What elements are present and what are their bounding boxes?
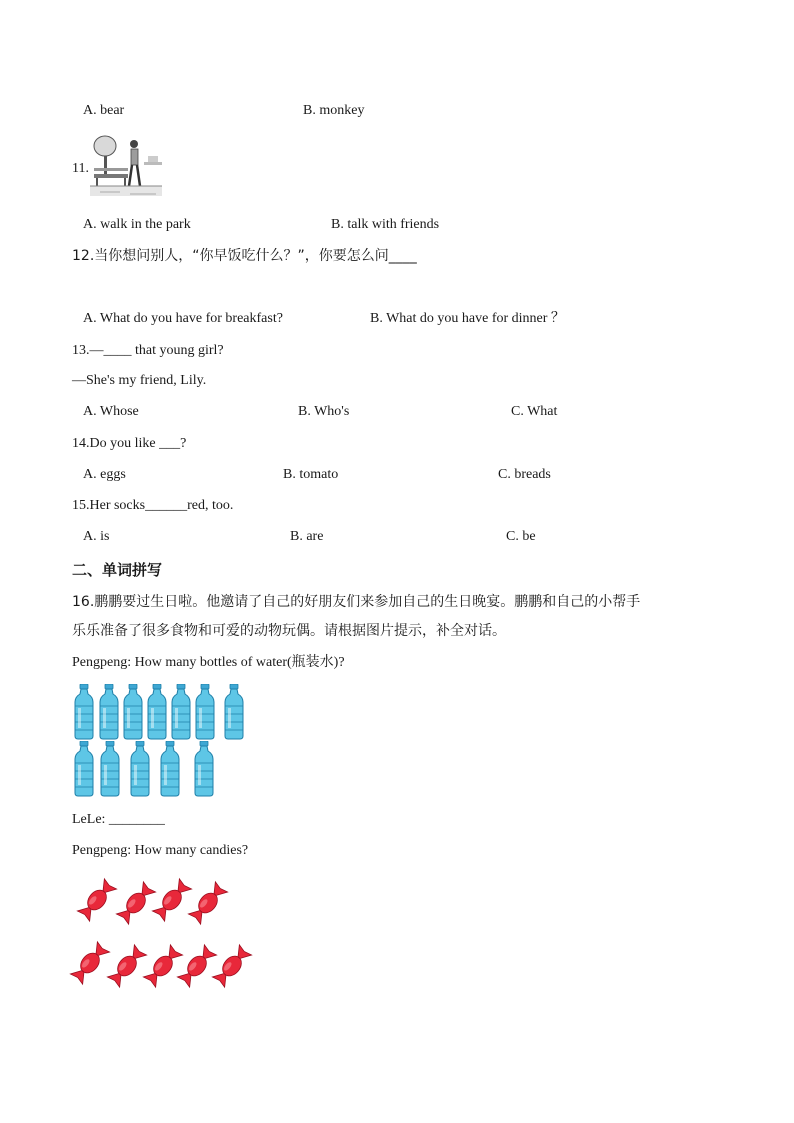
q14-option-b: B. tomato (283, 467, 339, 482)
candy-icon (185, 880, 231, 926)
q16-intro-line2: 乐乐准备了很多食物和可爱的动物玩偶。请根据图片提示，补全对话。 (72, 623, 506, 639)
water-bottle-icon (170, 684, 192, 740)
water-bottle-icon (193, 741, 215, 797)
water-bottle-icon (122, 684, 144, 740)
q14-stem: 14.Do you like ___? (72, 436, 187, 451)
q14-option-c: C. breads (498, 467, 551, 482)
q16-answer1: LeLe: ________ (72, 812, 165, 827)
q12-option-b: B. What do you have for dinner ？ (370, 311, 565, 326)
q14-option-a: A. eggs (83, 467, 126, 482)
walk-in-park-picture (90, 134, 162, 202)
q12-stem: 12.当你想问别人，“你早饭吃什么？”，你要怎么问____ (72, 248, 417, 264)
q15-option-c: C. be (506, 529, 536, 544)
q13-stem: 13.—____ that young girl? (72, 343, 224, 358)
water-bottle-icon (98, 684, 120, 740)
q16-question2: Pengpeng: How many candies? (72, 843, 249, 858)
water-bottle-icon (73, 684, 95, 740)
q13-option-a: A. Whose (83, 404, 139, 419)
water-bottle-icon (99, 741, 121, 797)
q15-stem: 15.Her socks______red, too. (72, 498, 234, 513)
q11-number: 11. (72, 161, 89, 176)
water-bottle-icon (146, 684, 168, 740)
q16-question1: Pengpeng: How many bottles of water(瓶装水)? (72, 655, 345, 670)
water-bottle-icon (223, 684, 245, 740)
section-heading: 二、单词拼写 (72, 561, 163, 579)
water-bottle-icon (129, 741, 151, 797)
q12-option-a: A. What do you have for breakfast? (83, 311, 283, 326)
q16-intro-line1: 16.鹏鹏要过生日啦。他邀请了自己的好朋友们来参加自己的生日晚宴。鹏鹏和自己的小帮手 (72, 594, 641, 610)
q15-option-b: B. are (290, 529, 324, 544)
q13-option-b: B. Who's (298, 404, 350, 419)
q10-option-b: B. monkey (303, 103, 365, 118)
q13-reply: —She's my friend, Lily. (72, 373, 207, 388)
q11-option-a: A. walk in the park (83, 217, 191, 232)
q10-option-a: A. bear (83, 103, 125, 118)
q13-option-c: C. What (511, 404, 558, 419)
candy-icon (209, 943, 255, 989)
q11-option-b: B. talk with friends (331, 217, 440, 232)
water-bottle-icon (159, 741, 181, 797)
water-bottle-icon (73, 741, 95, 797)
water-bottle-icon (194, 684, 216, 740)
q15-option-a: A. is (83, 529, 110, 544)
